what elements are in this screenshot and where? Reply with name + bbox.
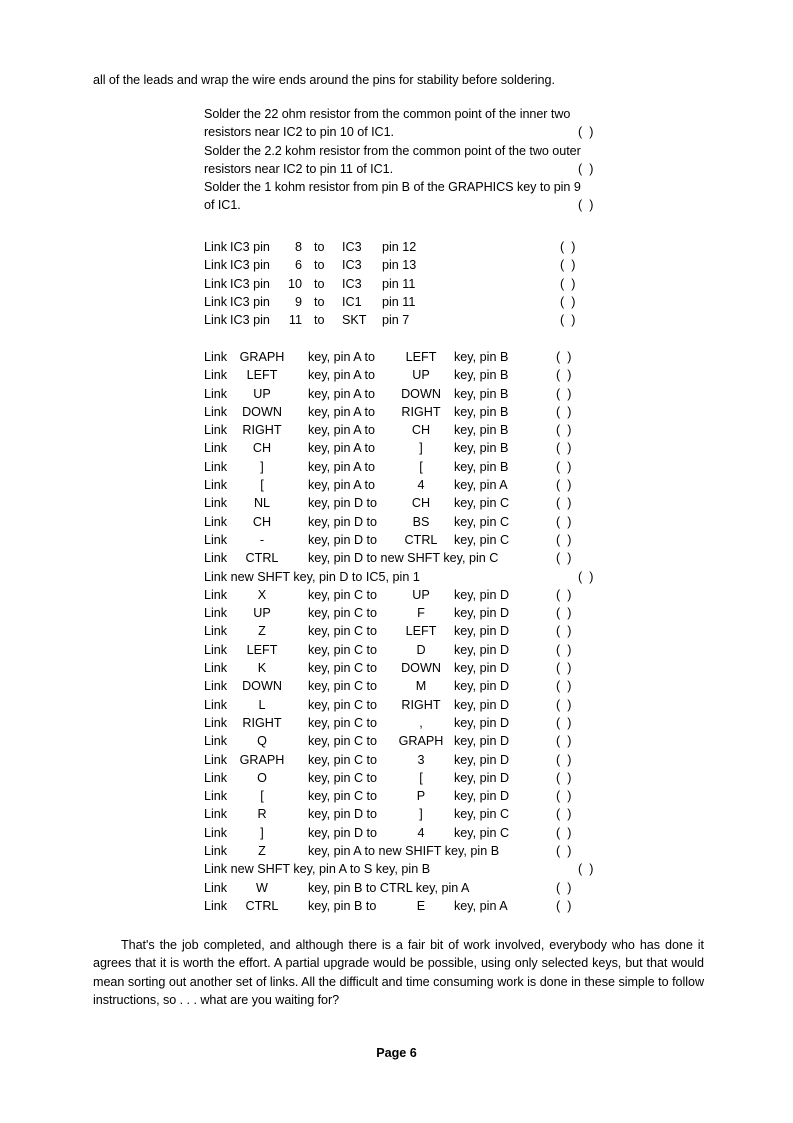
key-link-destination-key: F [417, 606, 425, 621]
key-link-checkbox[interactable]: ( ) [556, 642, 572, 657]
key-link-text: Link new SHFT key, pin D to IC5, pin 1 [204, 569, 420, 584]
key-link-row [204, 842, 638, 860]
key-link-label: Link [204, 404, 228, 419]
key-link-pin-phrase: key, pin C to [308, 679, 378, 694]
key-link-destination-key: 4 [417, 825, 425, 840]
ic-to-label: to [314, 276, 325, 291]
key-link-pin-phrase: key, pin D to [308, 825, 378, 840]
solder-instruction-item [204, 178, 704, 215]
key-link-label: Link [204, 825, 228, 840]
key-link-checkbox[interactable]: ( ) [556, 423, 572, 438]
key-link-pin-phrase: key, pin C to [308, 734, 378, 749]
key-link-source-key: Z [258, 624, 266, 639]
ic-destination-pin: pin 11 [382, 276, 416, 291]
key-link-checkbox[interactable]: ( ) [556, 350, 572, 364]
key-link-checkbox[interactable]: ( ) [556, 514, 572, 529]
key-link-source-key: K [257, 661, 267, 676]
key-link-destination-key: BS [412, 514, 430, 529]
key-link-pin-phrase: key, pin B to CTRL key, pin A [308, 880, 470, 895]
key-link-row [204, 824, 638, 842]
key-link-row [204, 549, 638, 567]
ic-destination: IC1 [342, 294, 362, 309]
key-link-pin-phrase: key, pin A to [308, 386, 375, 401]
key-link-pin-phrase: key, pin A to [308, 350, 375, 364]
ic-to-label: to [314, 240, 325, 254]
key-link-row [204, 659, 638, 677]
ic-link-label: Link [204, 240, 228, 254]
key-link-destination-pin: key, pin D [454, 752, 510, 767]
ic-destination-pin: pin 7 [382, 313, 410, 328]
ic-destination: IC3 [342, 240, 362, 254]
key-link-destination-pin: key, pin B [454, 350, 509, 364]
key-link-row [204, 677, 638, 695]
key-link-pin-phrase: key, pin C to [308, 587, 378, 602]
key-link-label: Link [204, 697, 228, 712]
key-link-source-key: X [257, 587, 267, 602]
key-link-checkbox[interactable]: ( ) [556, 715, 572, 730]
solder-checkbox[interactable]: ( ) [578, 125, 594, 140]
ic-to-label: to [314, 313, 325, 328]
key-link-pin-phrase: key, pin A to [308, 478, 375, 493]
key-link-row [204, 714, 638, 732]
key-link-pin-phrase: key, pin D to new SHFT key, pin C [308, 551, 499, 566]
key-link-label: Link [204, 880, 228, 895]
key-link-destination-key: GRAPH [398, 734, 444, 749]
key-link-label: Link [204, 752, 228, 767]
key-link-row [204, 751, 638, 769]
key-link-checkbox[interactable]: ( ) [556, 880, 572, 895]
key-link-row [204, 805, 638, 823]
key-link-label: Link [204, 350, 228, 364]
key-link-destination-pin: key, pin D [454, 734, 510, 749]
ic-link-list [204, 238, 660, 329]
key-link-checkbox[interactable]: ( ) [556, 789, 572, 804]
key-link-checkbox[interactable]: ( ) [556, 587, 572, 602]
key-link-label: Link [204, 459, 228, 474]
key-link-row [204, 439, 638, 457]
ic-source-pin: 6 [294, 258, 302, 273]
key-link-checkbox[interactable]: ( ) [578, 569, 594, 584]
key-link-row [204, 879, 638, 897]
key-link-destination-pin: key, pin D [454, 697, 510, 712]
key-link-source-key: CTRL [245, 551, 279, 566]
key-link-source-key: DOWN [242, 404, 282, 419]
key-link-checkbox[interactable]: ( ) [556, 496, 572, 511]
ic-to-label: to [314, 258, 325, 273]
key-link-source-key: RIGHT [242, 423, 282, 438]
key-link-source-key: O [257, 770, 267, 785]
ic-source: IC3 pin [230, 313, 270, 328]
key-link-pin-phrase: key, pin D to [308, 514, 378, 529]
ic-destination: SKT [342, 313, 367, 328]
ic-link-checkbox[interactable]: ( ) [560, 313, 576, 328]
key-link-destination-pin: key, pin D [454, 606, 510, 621]
key-link-source-key: DOWN [242, 679, 282, 694]
key-link-destination-key: UP [412, 587, 430, 602]
key-link-destination-key: CH [411, 496, 431, 511]
key-link-row [204, 769, 638, 787]
key-link-destination-pin: key, pin D [454, 642, 510, 657]
key-link-source-key: RIGHT [242, 715, 282, 730]
ic-link-row [204, 238, 660, 256]
ic-source: IC3 pin [230, 294, 270, 309]
ic-destination-pin: pin 11 [382, 294, 416, 309]
key-link-row [204, 513, 638, 531]
ic-link-label: Link [204, 313, 228, 328]
key-link-checkbox[interactable]: ( ) [556, 368, 572, 383]
key-link-destination-pin: key, pin B [454, 459, 509, 474]
key-link-row [204, 494, 638, 512]
key-link-pin-phrase: key, pin C to [308, 715, 378, 730]
key-link-destination-pin: key, pin D [454, 715, 510, 730]
key-link-label: Link [204, 734, 228, 749]
key-link-list [204, 348, 638, 915]
key-link-destination-key: P [416, 789, 426, 804]
key-link-destination-pin: key, pin D [454, 587, 510, 602]
ic-source-pin: 10 [287, 276, 302, 291]
key-link-pin-phrase: key, pin C to [308, 697, 378, 712]
key-link-label: Link [204, 624, 228, 639]
key-link-destination-key: [ [419, 770, 423, 785]
key-link-source-key: UP [253, 606, 271, 621]
ic-link-checkbox[interactable]: ( ) [560, 276, 576, 291]
key-link-row [204, 403, 638, 421]
key-link-destination-key: M [415, 679, 427, 694]
key-link-pin-phrase: key, pin A to [308, 441, 375, 456]
key-link-source-key: LEFT [246, 642, 278, 657]
key-link-pin-phrase: key, pin A to [308, 404, 375, 419]
key-link-label: Link [204, 715, 228, 730]
key-link-source-key: L [258, 697, 266, 712]
key-link-label: Link [204, 441, 228, 456]
solder-instruction-line1: Solder the 2.2 kohm resistor from the common point of the two outer [204, 143, 581, 158]
key-link-checkbox[interactable]: ( ) [556, 624, 572, 639]
key-link-destination-pin: key, pin B [454, 404, 509, 419]
key-link-row [204, 568, 638, 586]
key-link-destination-key: E [416, 898, 426, 913]
key-link-destination-key: [ [419, 459, 423, 474]
key-link-checkbox[interactable]: ( ) [556, 679, 572, 694]
key-link-destination-key: , [419, 715, 423, 730]
ic-source: IC3 pin [230, 240, 270, 254]
key-link-label: Link [204, 551, 228, 566]
ic-link-row [204, 275, 660, 293]
key-link-row [204, 860, 638, 878]
key-link-row [204, 531, 638, 549]
key-link-destination-pin: key, pin D [454, 679, 510, 694]
key-link-source-key: UP [253, 386, 271, 401]
key-link-source-key: LEFT [246, 368, 278, 383]
key-link-source-key: ] [260, 825, 264, 840]
key-link-destination-pin: key, pin A [454, 478, 508, 493]
key-link-checkbox[interactable]: ( ) [556, 752, 572, 767]
key-link-destination-pin: key, pin A [454, 898, 508, 913]
key-link-row [204, 458, 638, 476]
key-link-label: Link [204, 478, 228, 493]
key-link-checkbox[interactable]: ( ) [556, 459, 572, 474]
key-link-checkbox[interactable]: ( ) [556, 734, 572, 749]
key-link-destination-key: D [416, 642, 426, 657]
key-link-destination-key: LEFT [405, 624, 437, 639]
ic-link-checkbox[interactable]: ( ) [560, 240, 576, 254]
solder-instructions-block [204, 105, 704, 215]
key-link-source-key: CH [252, 514, 272, 529]
key-link-destination-key: 4 [417, 478, 425, 493]
key-link-checkbox[interactable]: ( ) [556, 404, 572, 419]
ic-link-checkbox[interactable]: ( ) [560, 258, 576, 273]
key-link-source-key: - [259, 532, 265, 547]
ic-link-checkbox[interactable]: ( ) [560, 294, 576, 309]
key-link-label: Link [204, 844, 228, 859]
ic-link-label: Link [204, 276, 228, 291]
ic-source-pin: 8 [294, 240, 302, 254]
key-link-text: Link new SHFT key, pin A to S key, pin B [204, 862, 431, 877]
key-link-checkbox[interactable]: ( ) [556, 807, 572, 822]
key-link-destination-key: ] [419, 441, 423, 456]
key-link-pin-phrase: key, pin C to [308, 624, 378, 639]
key-link-row [204, 385, 638, 403]
key-link-row [204, 366, 638, 384]
key-link-destination-pin: key, pin C [454, 514, 510, 529]
key-link-source-key: CTRL [245, 898, 279, 913]
key-link-destination-key: ] [419, 807, 423, 822]
key-link-row [204, 696, 638, 714]
key-link-destination-key: DOWN [401, 661, 441, 676]
key-link-destination-pin: key, pin B [454, 368, 509, 383]
key-link-destination-pin: key, pin D [454, 789, 510, 804]
key-link-source-key: [ [260, 478, 264, 493]
key-link-destination-pin: key, pin B [454, 441, 509, 456]
key-link-pin-phrase: key, pin C to [308, 606, 378, 621]
key-link-destination-pin: key, pin C [454, 496, 510, 511]
key-link-label: Link [204, 898, 228, 913]
solder-checkbox[interactable]: ( ) [578, 198, 594, 213]
solder-instruction-item [204, 142, 704, 179]
key-link-row [204, 641, 638, 659]
ic-source: IC3 pin [230, 276, 270, 291]
key-link-checkbox[interactable]: ( ) [578, 862, 594, 877]
key-link-destination-key: RIGHT [401, 404, 441, 419]
key-link-pin-phrase: key, pin B to [308, 898, 377, 913]
key-link-row [204, 622, 638, 640]
key-link-destination-key: DOWN [401, 386, 441, 401]
key-link-label: Link [204, 423, 228, 438]
key-link-pin-phrase: key, pin C to [308, 770, 378, 785]
key-link-checkbox[interactable]: ( ) [556, 532, 572, 547]
key-link-destination-key: CH [411, 423, 431, 438]
key-link-destination-pin: key, pin D [454, 624, 510, 639]
key-link-destination-key: CTRL [404, 532, 438, 547]
key-link-destination-key: UP [412, 368, 430, 383]
key-link-pin-phrase: key, pin C to [308, 642, 378, 657]
key-link-checkbox[interactable]: ( ) [556, 844, 572, 859]
ic-link-row [204, 311, 660, 329]
page-footer: Page 6 [376, 1046, 417, 1060]
key-link-row [204, 586, 638, 604]
solder-instruction-line1: Solder the 22 ohm resistor from the common point of the inner two [204, 107, 571, 121]
key-link-label: Link [204, 368, 228, 383]
ic-link-row [204, 256, 660, 274]
solder-instruction-line1: Solder the 1 kohm resistor from pin B of the GRAPHICS key to pin 9 [204, 180, 581, 195]
key-link-row [204, 732, 638, 750]
key-link-label: Link [204, 770, 228, 785]
key-link-pin-phrase: key, pin D to [308, 532, 378, 547]
key-link-label: Link [204, 587, 228, 602]
key-link-label: Link [204, 532, 228, 547]
key-link-pin-phrase: key, pin A to [308, 459, 375, 474]
key-link-checkbox[interactable]: ( ) [556, 697, 572, 712]
key-link-label: Link [204, 496, 228, 511]
key-link-destination-pin: key, pin B [454, 386, 509, 401]
key-link-source-key: GRAPH [239, 350, 285, 364]
key-link-destination-pin: key, pin C [454, 807, 510, 822]
key-link-pin-phrase: key, pin A to [308, 368, 375, 383]
key-link-label: Link [204, 661, 228, 676]
key-link-label: Link [204, 386, 228, 401]
key-link-pin-phrase: key, pin A to [308, 423, 375, 438]
key-link-checkbox[interactable]: ( ) [556, 551, 572, 566]
key-link-source-key: CH [252, 441, 272, 456]
key-link-checkbox[interactable]: ( ) [556, 386, 572, 401]
key-link-source-key: NL [253, 496, 271, 511]
ic-source-pin: 11 [288, 313, 302, 328]
ic-source-pin: 9 [294, 294, 302, 309]
ic-to-label: to [314, 294, 325, 309]
key-link-row [204, 476, 638, 494]
solder-instruction-line2: resistors near IC2 to pin 11 of IC1. [204, 161, 394, 176]
key-link-source-key: GRAPH [239, 752, 285, 767]
key-link-row [204, 604, 638, 622]
key-link-source-key: ] [260, 459, 264, 474]
key-link-label: Link [204, 514, 228, 529]
key-link-label: Link [204, 679, 228, 694]
ic-link-row [204, 293, 660, 311]
key-link-source-key: [ [260, 789, 264, 804]
ic-link-label: Link [204, 258, 228, 273]
key-link-pin-phrase: key, pin C to [308, 661, 378, 676]
ic-source: IC3 pin [230, 258, 270, 273]
key-link-destination-pin: key, pin C [454, 825, 510, 840]
key-link-destination-key: RIGHT [401, 697, 441, 712]
solder-instruction-item [204, 105, 704, 142]
key-link-label: Link [204, 789, 228, 804]
solder-checkbox[interactable]: ( ) [578, 161, 594, 176]
key-link-source-key: Z [258, 844, 266, 859]
ic-destination-pin: pin 12 [382, 240, 417, 254]
key-link-checkbox[interactable]: ( ) [556, 825, 572, 840]
key-link-source-key: W [256, 880, 268, 895]
key-link-row [204, 348, 638, 366]
key-link-label: Link [204, 606, 228, 621]
key-link-pin-phrase: key, pin D to [308, 496, 378, 511]
intro-paragraph: all of the leads and wrap the wire ends around the pins for stability before soldering. [93, 73, 555, 87]
key-link-source-key: Q [257, 734, 267, 749]
key-link-destination-pin: key, pin B [454, 423, 509, 438]
ic-link-label: Link [204, 294, 228, 309]
key-link-row [204, 897, 638, 915]
key-link-destination-key: 3 [417, 752, 425, 767]
key-link-row [204, 787, 638, 805]
closing-paragraph: That's the job completed, and although there is a fair bit of work involved, everybody who has done it agrees that it is worth the effort. A partial upgrade would be possible, using only selected keys, but that would mean sorting out another set of links. All the difficult and time consuming work is done in these simple to follow instructions, so . . . what are you waiting for? [93, 938, 704, 1007]
key-link-label: Link [204, 807, 228, 822]
key-link-pin-phrase: key, pin C to [308, 789, 378, 804]
key-link-checkbox[interactable]: ( ) [556, 606, 572, 621]
key-link-destination-pin: key, pin C [454, 532, 510, 547]
key-link-row [204, 421, 638, 439]
key-link-checkbox[interactable]: ( ) [556, 898, 572, 913]
ic-destination-pin: pin 13 [382, 258, 417, 273]
key-link-pin-phrase: key, pin A to new SHIFT key, pin B [308, 844, 500, 859]
key-link-label: Link [204, 642, 228, 657]
solder-instruction-line2: of IC1. [204, 198, 241, 213]
key-link-pin-phrase: key, pin D to [308, 807, 378, 822]
key-link-checkbox[interactable]: ( ) [556, 770, 572, 785]
key-link-checkbox[interactable]: ( ) [556, 478, 572, 493]
key-link-destination-pin: key, pin D [454, 770, 510, 785]
key-link-checkbox[interactable]: ( ) [556, 661, 572, 676]
ic-destination: IC3 [342, 258, 362, 273]
key-link-source-key: R [257, 807, 267, 822]
key-link-checkbox[interactable]: ( ) [556, 441, 572, 456]
ic-destination: IC3 [342, 276, 362, 291]
solder-instruction-line2: resistors near IC2 to pin 10 of IC1. [204, 125, 394, 140]
key-link-destination-key: LEFT [405, 350, 437, 364]
key-link-pin-phrase: key, pin C to [308, 752, 378, 767]
key-link-destination-pin: key, pin D [454, 661, 510, 676]
